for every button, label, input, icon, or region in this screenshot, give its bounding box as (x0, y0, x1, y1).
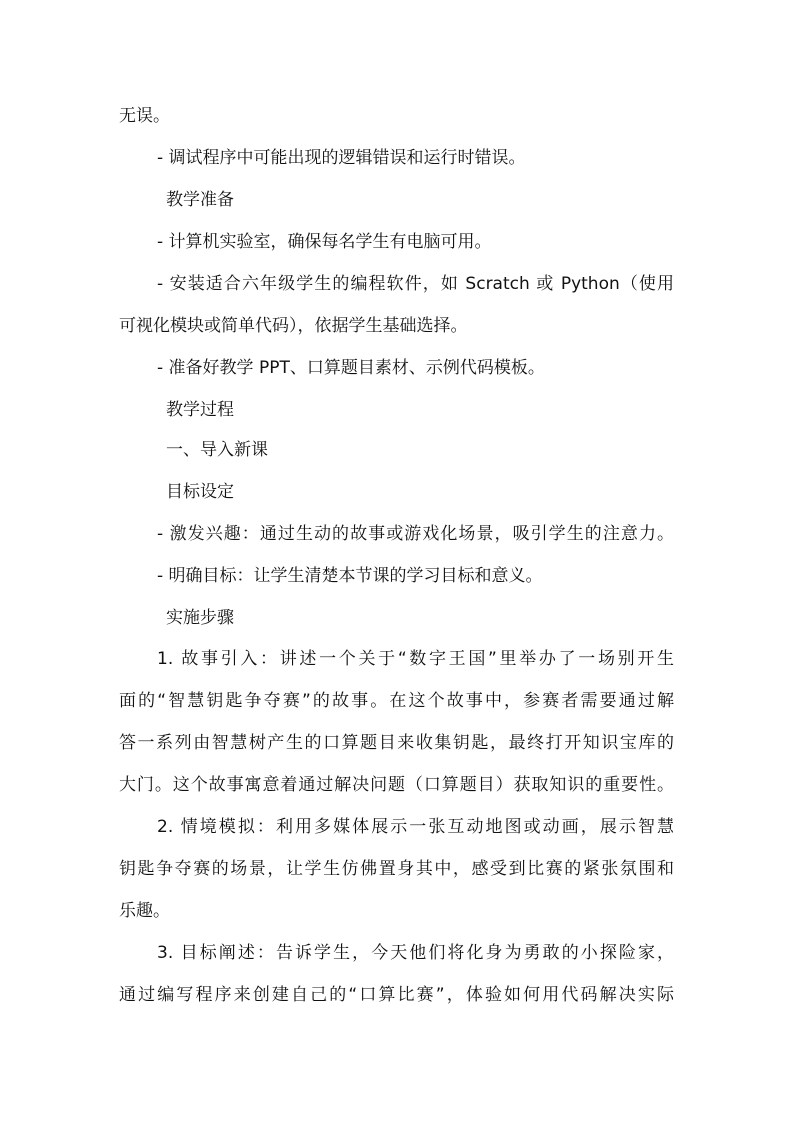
text-line: 可视化模块或简单代码），依据学生基础选择。 (119, 316, 468, 336)
bullet-item: - 准备好教学 PPT、口算题目素材、示例代码模板。 (157, 358, 545, 378)
paragraph-line: 2. 情境模拟：利用多媒体展示一张互动地图或动画，展示智慧 (157, 817, 674, 837)
section-heading: 实施步骤 (166, 608, 234, 628)
paragraph-line: 乐趣。 (119, 901, 170, 921)
paragraph-line: 3. 目标阐述：告诉学生，今天他们将化身为勇敢的小探险家， (157, 943, 674, 963)
text-line: 无误。 (119, 106, 170, 126)
paragraph-line: 大门。这个故事寓意着通过解决问题（口算题目）获取知识的重要性。 (119, 775, 674, 795)
paragraph-line: 钥匙争夺赛的场景，让学生仿佛置身其中，感受到比赛的紧张氛围和 (119, 859, 674, 879)
bullet-item: - 计算机实验室，确保每名学生有电脑可用。 (157, 232, 492, 252)
paragraph-line: 1. 故事引入：讲述一个关于“数字王国”里举办了一场别开生 (157, 649, 674, 669)
section-heading: 一、导入新课 (166, 440, 268, 460)
section-heading: 教学准备 (166, 190, 234, 210)
bullet-item: - 明确目标：让学生清楚本节课的学习目标和意义。 (157, 566, 543, 586)
bullet-item: - 激发兴趣：通过生动的故事或游戏化场景，吸引学生的注意力。 (157, 524, 674, 544)
section-heading: 教学过程 (166, 400, 234, 420)
bullet-item: - 调试程序中可能出现的逻辑错误和运行时错误。 (157, 148, 526, 168)
paragraph-line: 面的“智慧钥匙争夺赛”的故事。在这个故事中，参赛者需要通过解 (119, 691, 674, 711)
bullet-item: - 安装适合六年级学生的编程软件，如 Scratch 或 Python（使用 (157, 274, 674, 294)
paragraph-line: 通过编写程序来创建自己的“口算比赛”，体验如何用代码解决实际 (119, 985, 674, 1005)
paragraph-line: 答一系列由智慧树产生的口算题目来收集钥匙，最终打开知识宝库的 (119, 733, 674, 753)
section-heading: 目标设定 (166, 482, 234, 502)
